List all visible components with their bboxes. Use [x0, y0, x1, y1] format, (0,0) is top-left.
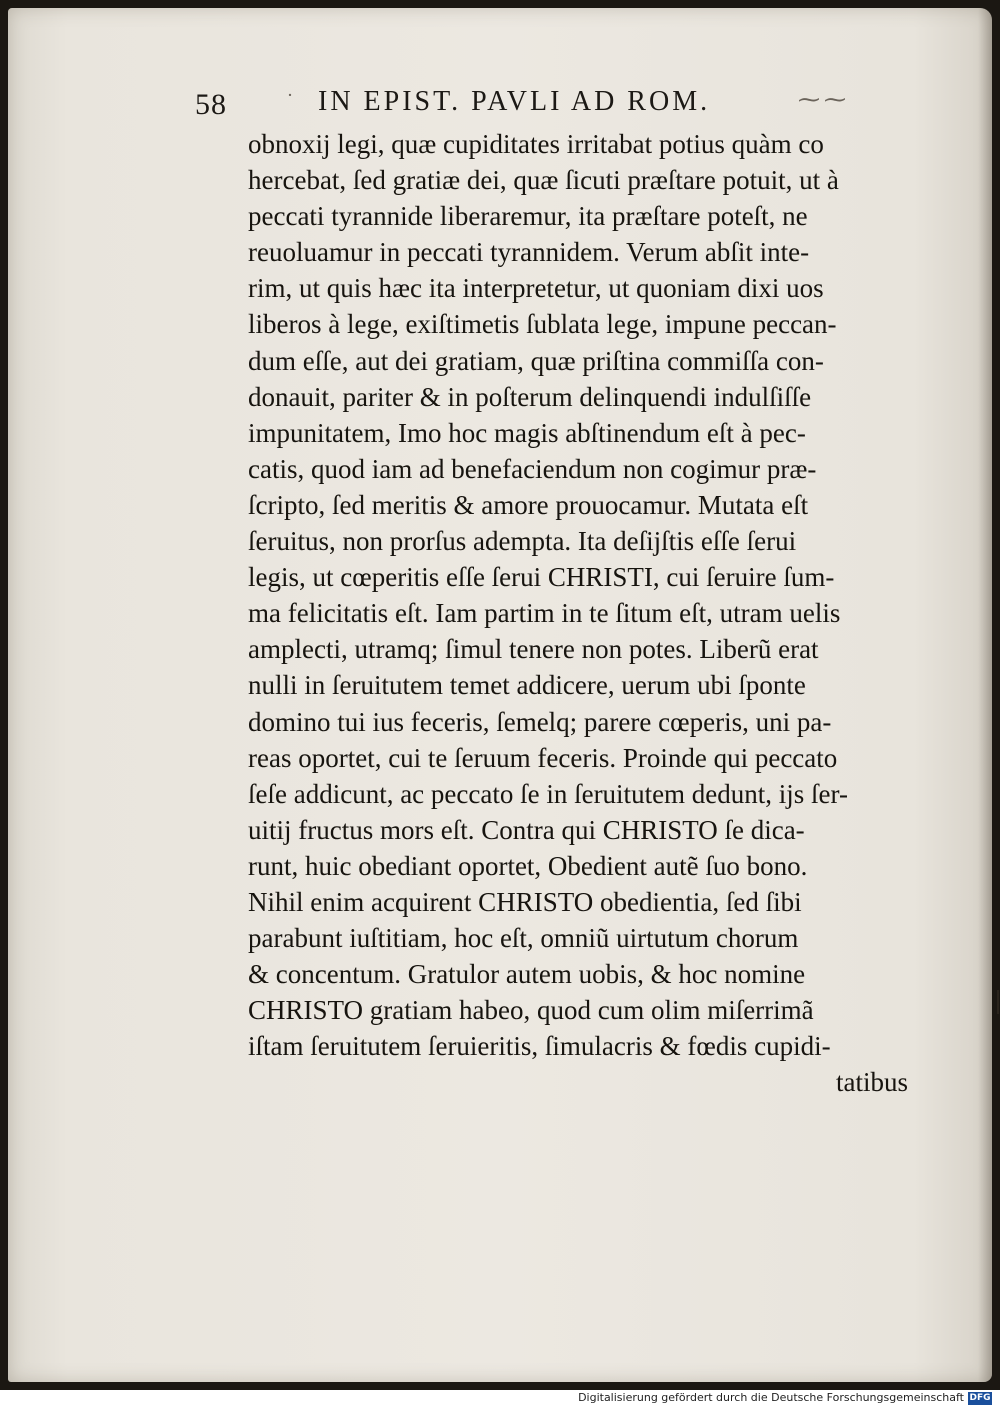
ornament-right: ⁓⁓: [798, 88, 850, 113]
text-line: amplecti, utramq; ſimul tenere non potes. Liberũ erat: [248, 634, 819, 665]
text-line: Nihil enim acquirent CHRISTO obedientia, ſed ſibi: [248, 886, 802, 917]
text-line: reuoluamur in peccati tyrannidem. Verum abſit inte-: [248, 237, 810, 268]
text-line: liberos à lege, exiſtimetis ſublata lege, impune peccan-: [248, 309, 837, 340]
running-head: IN EPIST. PAVLI AD ROM.: [318, 86, 711, 117]
page-edge-shadow: [978, 8, 992, 1382]
ornament-left: ˙: [285, 90, 295, 114]
text-line: CHRISTO gratiam habeo, quod cum olim miſerrimã: [248, 995, 814, 1026]
text-line: iſtam ſeruitutem ſeruieritis, ſimulacris & fœdis cupidi-: [248, 1031, 831, 1062]
text-line: impunitatem, Imo hoc magis abſtinendum eſt à pec-: [248, 417, 806, 448]
dfg-logo-icon: DFG: [969, 1393, 991, 1403]
text-line: catis, quod iam ad benefaciendum non cogimur præ-: [248, 453, 817, 484]
text-line: uitij fructus mors eſt. Contra qui CHRISTO ſe dica-: [248, 814, 805, 845]
catchword: tatibus: [836, 1067, 908, 1098]
text-line: parabunt iuſtitiam, hoc eſt, omniũ uirtutum chorum: [248, 923, 799, 954]
text-line: donauit, pariter & in poſterum delinquendi indulſiſſe: [248, 381, 812, 412]
text-line: reas oportet, cui te ſeruum feceris. Proinde qui peccato: [248, 742, 838, 773]
text-line: ſeruitus, non prorſus adempta. Ita deſijſtis eſſe ſerui: [248, 526, 797, 557]
text-line: & concentum. Gratulor autem uobis, & hoc nomine: [248, 959, 806, 990]
body-text: [248, 126, 908, 1101]
margin-mark: [997, 990, 999, 1014]
text-line: ſcripto, ſed meritis & amore prouocamur. Mutata eſt: [248, 489, 809, 520]
page-number: 58: [195, 88, 227, 121]
text-line: ſeſe addicunt, ac peccato ſe in ſeruitutem dedunt, ijs ſer-: [248, 778, 848, 809]
text-line: nulli in ſeruitutem temet addicere, uerum ubi ſponte: [248, 670, 806, 701]
text-line: peccati tyrannide liberaremur, ita præſtare poteſt, ne: [248, 201, 808, 232]
text-line: ma felicitatis eſt. Iam partim in te ſitum eſt, utram uelis: [248, 598, 841, 629]
text-line: domino tui ius feceris, ſemelq; parere cœperis, uni pa-: [248, 706, 832, 737]
text-line: dum eſſe, aut dei gratiam, quæ priſtina commiſſa con-: [248, 345, 824, 376]
text-line: hercebat, ſed gratiæ dei, quæ ſicuti præſtare potuit, ut à: [248, 165, 839, 196]
text-line: obnoxij legi, quæ cupiditates irritabat potius quàm co: [248, 129, 824, 159]
footer-credit: Digitalisierung gefördert durch die Deutsche Forschungsgemeinschaft: [578, 1391, 964, 1404]
text-line: runt, huic obediant oportet, Obedient autẽ ſuo bono.: [248, 850, 808, 881]
text-line: legis, ut cœperitis eſſe ſerui CHRISTI, cui ſeruire ſum-: [248, 562, 835, 593]
text-line: rim, ut quis hæc ita interpretetur, ut quoniam dixi uos: [248, 273, 824, 304]
